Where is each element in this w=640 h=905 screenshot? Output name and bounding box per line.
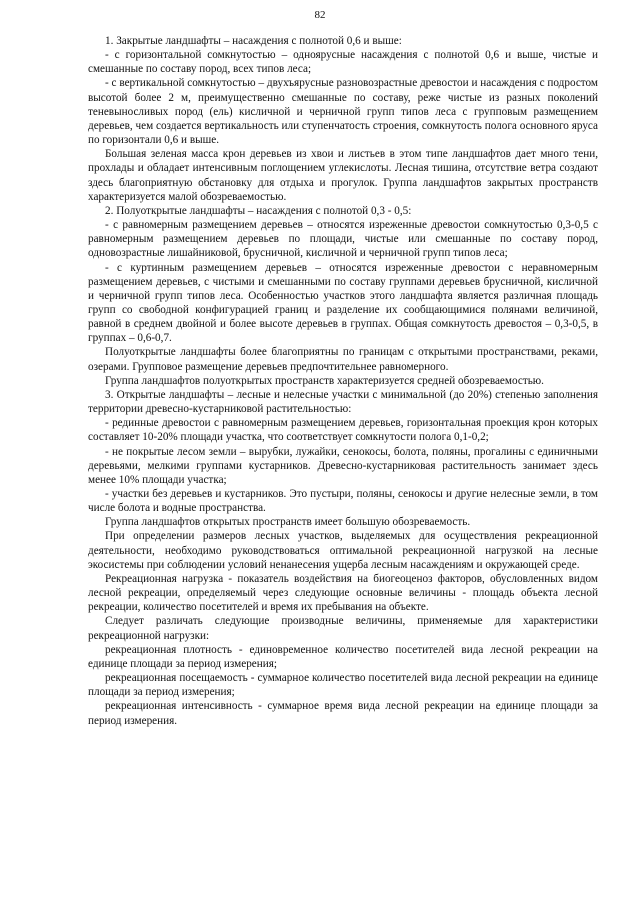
paragraph-open-visibility: Группа ландшафтов открытых пространств имеет большую обозреваемость. [105,516,471,529]
page-number: 82 [314,9,326,21]
paragraph-closed-landscape-description: Большая зеленая масса крон деревьев из хвои и листьев в этом типе ландшафтов дает много тени, прохлады и обладает интенсивным поглощением углекислоты. Лесная тишина, отсутствие ветра создают здесь благоприятную обстановку для отдыха и прогулок. Группа ландшафтов закрытых пространств характеризуется малой обозреваемостью. [88,148,598,203]
paragraph-semi-open-visibility: Группа ландшафтов полуоткрытых пространств характеризуется средней обозреваемостью. [105,374,544,387]
paragraph-recreational-load-definition: Рекреационная нагрузка - показатель воздействия на биогеоценоз факторов, обусловленных видом лесной рекреации, определяемый через следующие основные величины - площадь объекта лесной рекреации, количество посетителей и время их пребывания на объекте. [88,572,598,614]
paragraph-horizontal-closure: - с горизонтальной сомкнутостью – одноярусные насаждения с полнотой 0,6 и выше, чистые и смешанные по составу пород, всех типов леса; [88,49,598,76]
paragraph-recreational-intensity: рекреационная интенсивность - суммарное время вида лесной рекреации на единице площади за период измерения. [88,700,598,727]
paragraph-derived-quantities: Следует различать следующие производные величины, применяемые для характеристики рекреационной нагрузки: [88,615,598,642]
paragraph-closed-landscapes-heading: 1. Закрытые ландшафты – насаждения с полнотой 0,6 и выше: [105,35,402,47]
body-text [88,34,598,728]
paragraph-vertical-closure: - с вертикальной сомкнутостью – двухъярусные разновозрастные древостои и насаждения с подростом высотой более 2 м, преимущественно смешанные по составу, реже чистые из разных поколений теневыносливых пород (ель) кисличной и черничной групп типов леса с групповым размещением деревьев, чем создается вертикальность или ступенчатость строения, сомкнутость полога основного яруса по горизонтали 0,6 и выше. [88,77,598,147]
paragraph-uniform-placement: - с равномерным размещением деревьев – относятся изреженные древостои сомкнутостью 0,3-0,5 с равномерным размещением деревьев по площади, чистые или смешанные по составу пород, одновозрастные лишайниковой, брусничной, кисличной и черничной групп типов леса; [88,219,598,260]
paragraph-semi-open-landscapes-heading: 2. Полуоткрытые ландшафты – насаждения с полнотой 0,3 - 0,5: [105,204,412,217]
paragraph-recreational-attendance: рекреационная посещаемость - суммарное количество посетителей вида лесной рекреации на единице площади за период измерения; [88,672,598,699]
paragraph-plot-size-determination: При определении размеров лесных участков, выделяемых для осуществления рекреационной деятельности, необходимо руководствоваться оптимальной рекреационной нагрузкой на лесные экосистемы при соблюдении условий ненанесения ущерба лесным насаждениям и окружающей среде. [88,530,598,571]
paragraph-semi-open-borders: Полуоткрытые ландшафты более благоприятны по границам с открытыми пространствами, реками, озерами. Групповое размещение деревьев предпочтительнее равномерного. [88,346,598,373]
paragraph-recreational-density: рекреационная плотность - единовременное количество посетителей вида лесной рекреации на единице площади за период измерения; [88,643,598,670]
paragraph-treeless-areas: - участки без деревьев и кустарников. Это пустыри, поляны, сенокосы и другие нелесные земли, в том числе болота и водные пространства. [88,488,598,515]
paragraph-non-forested-lands: - не покрытые лесом земли – вырубки, лужайки, сенокосы, болота, поляны, прогалины с единичными деревьями, мелкими группами кустарников. Древесно-кустарниковая растительность занимает здесь менее 10% площади участка; [88,445,598,486]
paragraph-sparse-stands: - рединные древостои с равномерным размещением деревьев, горизонтальная проекция крон которых составляет 10-20% площади участка, что соответствует сомкнутости полога 0,1-0,2; [88,417,598,444]
paragraph-open-landscapes-heading: 3. Открытые ландшафты – лесные и нелесные участки с минимальной (до 20%) степенью заполнения территории древесно-кустарниковой растительностью: [88,388,598,416]
paragraph-clump-placement: - с куртинным размещением деревьев – относятся изреженные древостои с неравномерным размещением деревьев, с чистыми и смешанными по составу группами деревьев брусничной, кисличной и черничной групп типов леса. Особенностью участков этого ландшафта является различная площадь групп со свободной конфигурацией границ и разделение их сообщающимися полянами величиной, равной в среднем двойной и более высоте деревьев в группах. Общая сомкнутость древостоя – 0,3-0,5, в группах – 0,6-0,7. [88,261,598,345]
